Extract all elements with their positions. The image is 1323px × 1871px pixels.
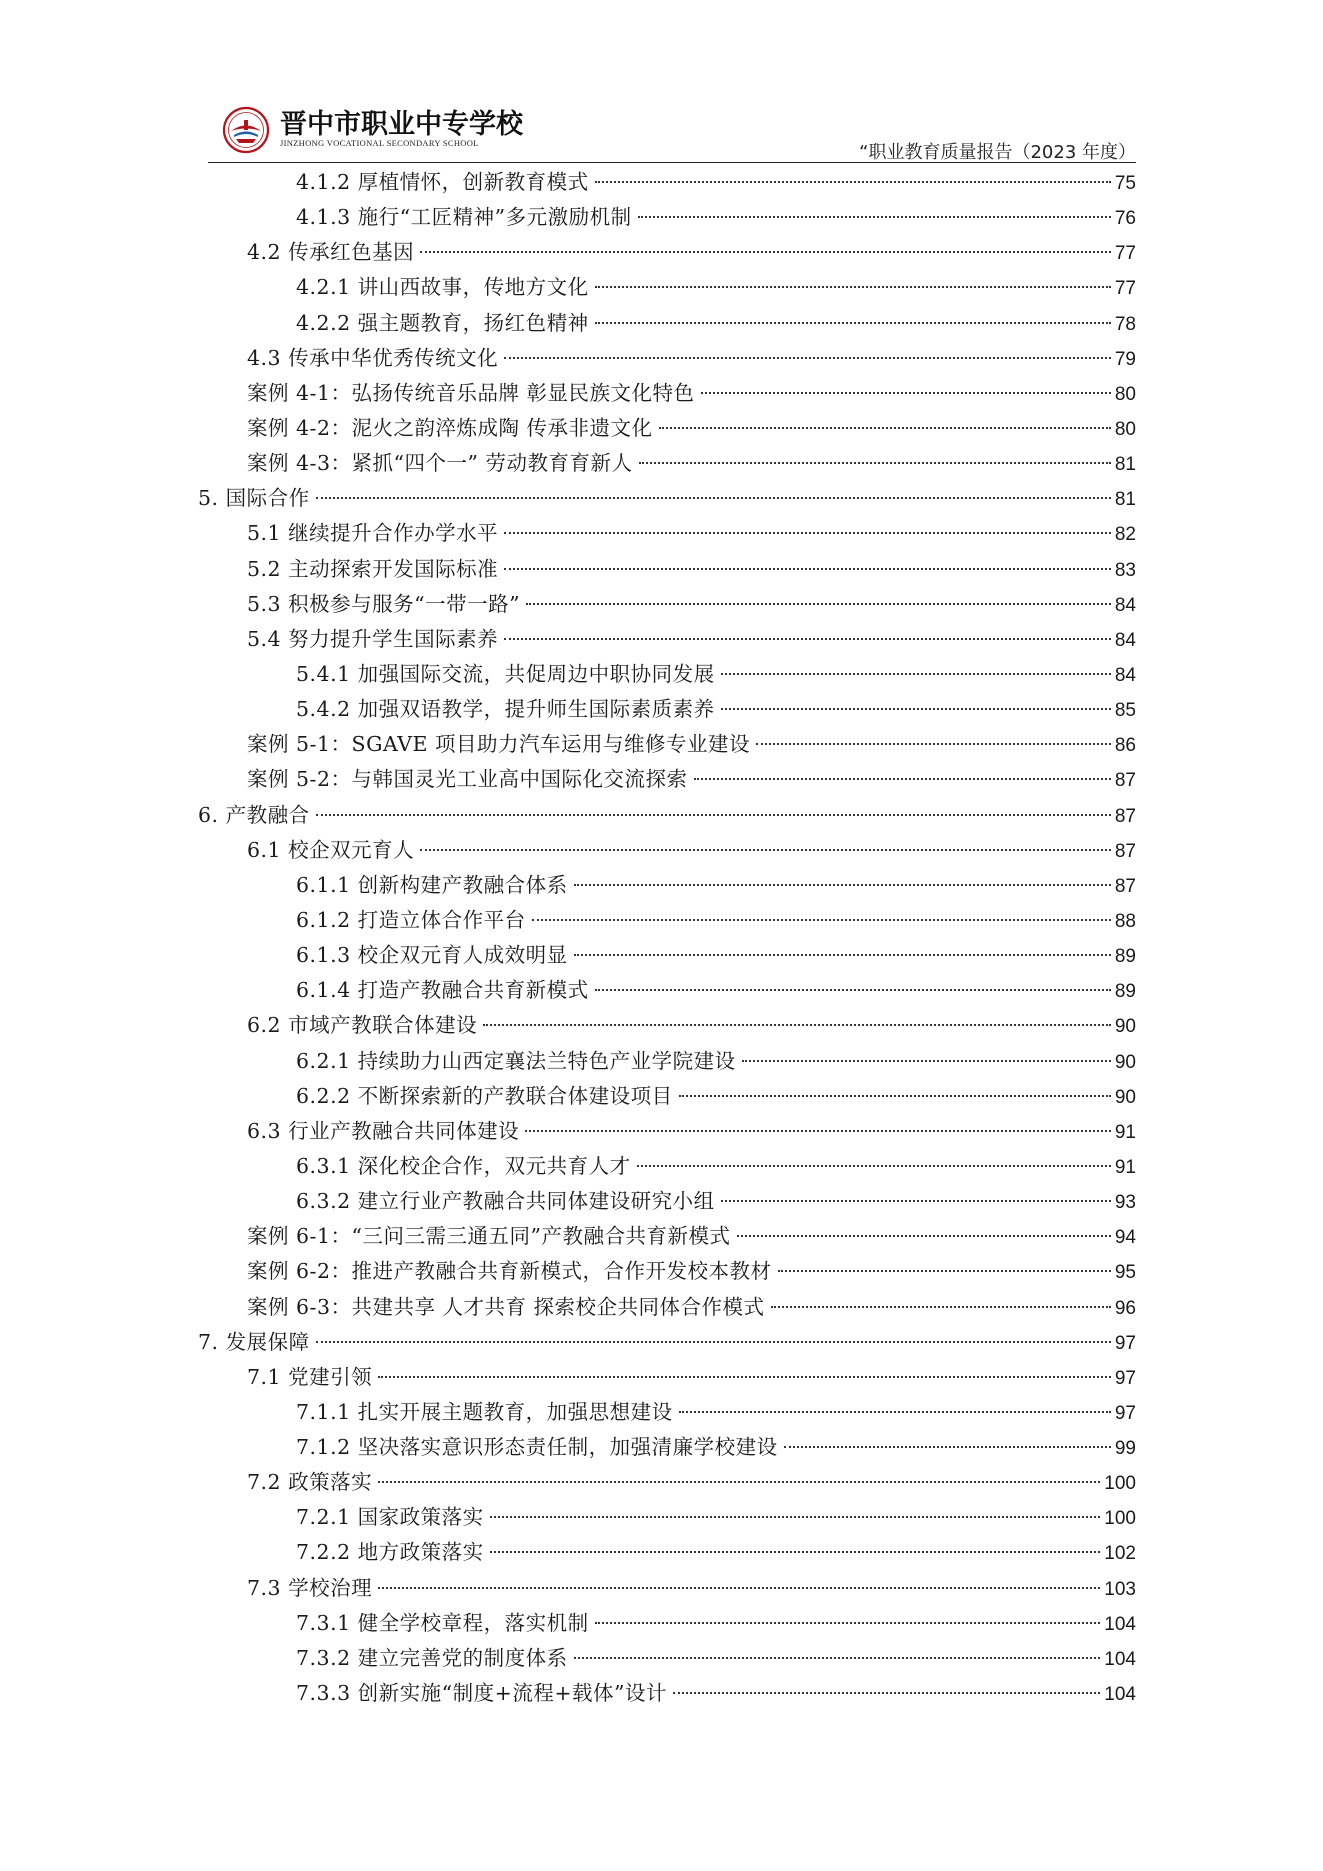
toc-entry-page-number: 89 xyxy=(1114,981,1136,1003)
toc-entry-title: 6.3 行业产教融合共同体建设 xyxy=(247,1118,520,1143)
toc-entry-title: 4.1.2 厚植情怀，创新教育模式 xyxy=(296,170,589,194)
dot-leader xyxy=(483,1024,1111,1026)
school-name-en: JINZHONG VOCATIONAL SECONDARY SCHOOL xyxy=(280,138,479,148)
toc-entry-title: 7.1.1 扎实开展主题教育，加强思想建设 xyxy=(296,1399,673,1424)
dot-leader xyxy=(679,1095,1111,1097)
toc-entry[interactable] xyxy=(198,692,1136,727)
toc-entry-title: 7.2.2 地方政策落实 xyxy=(296,1540,484,1565)
dot-leader xyxy=(595,989,1111,991)
toc-entry[interactable] xyxy=(198,868,1136,903)
toc-entry[interactable] xyxy=(198,622,1136,657)
toc-entry[interactable] xyxy=(198,1500,1136,1535)
toc-entry[interactable] xyxy=(198,1641,1136,1676)
dot-leader xyxy=(595,181,1111,183)
dot-leader xyxy=(504,568,1111,570)
dot-leader xyxy=(639,462,1111,464)
toc-entry-page-number: 87 xyxy=(1114,805,1136,827)
dot-leader xyxy=(778,1270,1111,1272)
toc-entry[interactable] xyxy=(198,1008,1136,1043)
toc-entry-title: 案例 4-1：弘扬传统音乐品牌 彰显民族文化特色 xyxy=(247,380,695,405)
dot-leader xyxy=(721,1200,1111,1202)
toc-entry[interactable] xyxy=(198,341,1136,376)
toc-entry[interactable] xyxy=(198,938,1136,973)
dot-leader xyxy=(378,1481,1100,1483)
toc-entry-title: 案例 4-3：紧抓“四个一” 劳动教育育新人 xyxy=(247,451,633,476)
school-emblem-icon xyxy=(222,106,270,154)
toc-entry-page-number: 88 xyxy=(1114,910,1136,932)
toc-entry-title: 7.3.2 建立完善党的制度体系 xyxy=(296,1645,568,1670)
toc-entry-title: 6.1.2 打造立体合作平台 xyxy=(296,907,526,932)
toc-entry[interactable] xyxy=(198,1360,1136,1395)
toc-entry-title: 5.1 继续提升合作办学水平 xyxy=(247,521,499,546)
toc-entry-page-number: 77 xyxy=(1114,243,1136,265)
dot-leader xyxy=(378,1587,1100,1589)
dot-leader xyxy=(756,743,1111,745)
toc-entry-page-number: 97 xyxy=(1114,1367,1136,1389)
dot-leader xyxy=(679,1411,1111,1413)
toc-entry-title: 案例 6-3：共建共享 人才共育 探索校企共同体合作模式 xyxy=(247,1294,765,1319)
toc-entry[interactable] xyxy=(198,552,1136,587)
toc-entry[interactable] xyxy=(198,1114,1136,1149)
toc-entry-page-number: 75 xyxy=(1114,173,1136,194)
dot-leader xyxy=(316,497,1111,499)
dot-leader xyxy=(532,919,1111,921)
dot-leader xyxy=(420,251,1111,253)
toc-entry[interactable] xyxy=(198,1079,1136,1114)
toc-entry[interactable] xyxy=(198,446,1136,481)
toc-entry-title: 4.2.2 强主题教育，扬红色精神 xyxy=(296,310,589,335)
toc-entry-title: 6.1.3 校企双元育人成效明显 xyxy=(296,943,568,968)
toc-entry[interactable] xyxy=(198,306,1136,341)
toc-entry-page-number: 91 xyxy=(1114,1156,1136,1178)
toc-entry-page-number: 80 xyxy=(1114,383,1136,405)
toc-entry-page-number: 104 xyxy=(1104,1648,1136,1670)
toc-entry-page-number: 91 xyxy=(1114,1121,1136,1143)
toc-entry-title: 5.4.2 加强双语教学，提升师生国际素质素养 xyxy=(296,697,715,722)
page-header xyxy=(208,92,1136,168)
dot-leader xyxy=(638,216,1111,218)
toc-entry-page-number: 85 xyxy=(1114,700,1136,722)
dot-leader xyxy=(637,1165,1111,1167)
toc-entry-page-number: 102 xyxy=(1104,1543,1136,1565)
toc-entry[interactable] xyxy=(198,798,1136,833)
toc-entry-page-number: 89 xyxy=(1114,946,1136,968)
toc-entry[interactable] xyxy=(198,1149,1136,1184)
dot-leader xyxy=(784,1446,1111,1448)
toc-entry[interactable] xyxy=(198,762,1136,797)
toc-entry-page-number: 100 xyxy=(1104,1508,1136,1530)
toc-entry-title: 6. 产教融合 xyxy=(198,802,310,827)
toc-entry-page-number: 81 xyxy=(1114,454,1136,476)
toc-entry-page-number: 76 xyxy=(1114,208,1136,230)
toc-entry-page-number: 104 xyxy=(1104,1613,1136,1635)
toc-entry-title: 7.2.1 国家政策落实 xyxy=(296,1505,484,1530)
toc-entry[interactable] xyxy=(198,1535,1136,1570)
header-divider xyxy=(208,162,1136,163)
dot-leader xyxy=(316,1341,1111,1343)
toc-entry[interactable] xyxy=(198,1219,1136,1254)
dot-leader xyxy=(673,1692,1100,1694)
toc-entry-page-number: 103 xyxy=(1104,1578,1136,1600)
toc-entry-page-number: 95 xyxy=(1114,1262,1136,1284)
toc-entry-title: 6.3.2 建立行业产教融合共同体建设研究小组 xyxy=(296,1189,715,1214)
toc-entry-title: 6.1.1 创新构建产教融合体系 xyxy=(296,872,568,897)
toc-entry-page-number: 82 xyxy=(1114,524,1136,546)
dot-leader xyxy=(490,1551,1101,1553)
toc-entry-title: 5.4.1 加强国际交流，共促周边中职协同发展 xyxy=(296,661,715,686)
toc-entry-title: 6.2.2 不断探索新的产教联合体建设项目 xyxy=(296,1083,673,1108)
dot-leader xyxy=(694,778,1111,780)
toc-entry-page-number: 78 xyxy=(1114,313,1136,335)
toc-entry-title: 7. 发展保障 xyxy=(198,1329,310,1354)
toc-entry-page-number: 87 xyxy=(1114,875,1136,897)
toc-entry[interactable] xyxy=(198,1571,1136,1606)
toc-entry-page-number: 96 xyxy=(1114,1297,1136,1319)
toc-entry-title: 6.2.1 持续助力山西定襄法兰特色产业学院建设 xyxy=(296,1048,736,1073)
table-of-contents xyxy=(198,165,1136,1711)
school-name-cn: 晋中市职业中专学校 xyxy=(280,109,523,140)
toc-entry[interactable] xyxy=(198,1395,1136,1430)
dot-leader xyxy=(771,1306,1111,1308)
dot-leader xyxy=(737,1235,1111,1237)
dot-leader xyxy=(526,603,1111,605)
toc-entry-page-number: 84 xyxy=(1114,664,1136,686)
toc-entry-title: 4.2 传承红色基因 xyxy=(247,240,415,265)
toc-entry-title: 5.3 积极参与服务“一带一路” xyxy=(247,591,521,616)
dot-leader xyxy=(504,532,1111,534)
toc-entry-page-number: 97 xyxy=(1114,1332,1136,1354)
toc-entry-title: 5. 国际合作 xyxy=(198,486,310,511)
toc-entry-title: 案例 5-2：与韩国灵光工业高中国际化交流探索 xyxy=(247,767,688,792)
dot-leader xyxy=(595,322,1111,324)
dot-leader xyxy=(574,884,1111,886)
toc-entry[interactable] xyxy=(198,1184,1136,1219)
toc-entry[interactable] xyxy=(198,516,1136,551)
toc-entry[interactable] xyxy=(198,1290,1136,1325)
dot-leader xyxy=(659,427,1111,429)
toc-entry-page-number: 81 xyxy=(1114,489,1136,511)
toc-entry[interactable] xyxy=(198,1044,1136,1079)
toc-entry-title: 7.1.2 坚决落实意识形态责任制，加强清廉学校建设 xyxy=(296,1435,778,1460)
report-title: “职业教育质量报告（2023 年度） xyxy=(859,142,1136,163)
toc-entry-page-number: 83 xyxy=(1114,559,1136,581)
toc-entry-title: 7.1 党建引领 xyxy=(247,1364,373,1389)
toc-entry-page-number: 100 xyxy=(1104,1473,1136,1495)
toc-entry-page-number: 80 xyxy=(1114,418,1136,440)
toc-entry-page-number: 90 xyxy=(1114,1016,1136,1038)
toc-entry[interactable] xyxy=(198,1606,1136,1641)
toc-entry-title: 案例 5-1：SGAVE 项目助力汽车运用与维修专业建设 xyxy=(247,732,751,757)
toc-entry-page-number: 104 xyxy=(1104,1684,1136,1706)
toc-entry-title: 7.3.3 创新实施“制度+流程+载体”设计 xyxy=(296,1681,667,1706)
toc-entry-page-number: 93 xyxy=(1114,1192,1136,1214)
toc-entry[interactable] xyxy=(198,727,1136,762)
dot-leader xyxy=(595,1622,1101,1624)
toc-entry[interactable] xyxy=(198,1430,1136,1465)
dot-leader xyxy=(504,638,1111,640)
toc-entry-page-number: 97 xyxy=(1114,1402,1136,1424)
school-logo xyxy=(222,100,522,160)
toc-entry-title: 案例 6-1：“三问三需三通五同”产教融合共育新模式 xyxy=(247,1224,731,1249)
dot-leader xyxy=(701,392,1111,394)
toc-entry-title: 6.1 校企双元育人 xyxy=(247,837,415,862)
toc-entry[interactable] xyxy=(198,270,1136,305)
toc-entry[interactable] xyxy=(198,833,1136,868)
toc-entry-title: 案例 6-2：推进产教融合共育新模式，合作开发校本教材 xyxy=(247,1259,772,1284)
dot-leader xyxy=(490,1516,1101,1518)
dot-leader xyxy=(378,1376,1111,1378)
dot-leader xyxy=(525,1130,1111,1132)
toc-entry[interactable] xyxy=(198,973,1136,1008)
toc-entry-page-number: 90 xyxy=(1114,1051,1136,1073)
dot-leader xyxy=(721,708,1111,710)
toc-entry-page-number: 79 xyxy=(1114,348,1136,370)
toc-entry-title: 案例 4-2：泥火之韵淬炼成陶 传承非遗文化 xyxy=(247,415,653,440)
toc-entry-title: 7.2 政策落实 xyxy=(247,1470,373,1495)
toc-entry[interactable] xyxy=(198,376,1136,411)
toc-entry-page-number: 84 xyxy=(1114,594,1136,616)
toc-entry-title: 7.3.1 健全学校章程，落实机制 xyxy=(296,1610,589,1635)
toc-entry-page-number: 87 xyxy=(1114,840,1136,862)
dot-leader xyxy=(504,357,1111,359)
toc-entry-page-number: 77 xyxy=(1114,278,1136,300)
toc-entry-page-number: 94 xyxy=(1114,1227,1136,1249)
dot-leader xyxy=(595,286,1111,288)
dot-leader xyxy=(316,814,1111,816)
toc-entry-title: 4.3 传承中华优秀传统文化 xyxy=(247,345,499,370)
toc-entry-title: 4.1.3 施行“工匠精神”多元激励机制 xyxy=(296,205,632,230)
toc-entry[interactable] xyxy=(198,1465,1136,1500)
toc-entry-page-number: 90 xyxy=(1114,1086,1136,1108)
dot-leader xyxy=(574,954,1111,956)
toc-entry-page-number: 84 xyxy=(1114,629,1136,651)
toc-entry[interactable] xyxy=(198,657,1136,692)
toc-entry[interactable] xyxy=(198,411,1136,446)
toc-entry[interactable] xyxy=(198,200,1136,235)
toc-entry-title: 6.1.4 打造产教融合共育新模式 xyxy=(296,978,589,1003)
dot-leader xyxy=(420,849,1111,851)
toc-entry-page-number: 86 xyxy=(1114,735,1136,757)
toc-entry[interactable] xyxy=(198,165,1136,200)
toc-entry[interactable] xyxy=(198,1254,1136,1289)
dot-leader xyxy=(721,673,1111,675)
toc-entry[interactable] xyxy=(198,235,1136,270)
toc-entry-title: 6.3.1 深化校企合作，双元共育人才 xyxy=(296,1153,631,1178)
toc-entry[interactable] xyxy=(198,903,1136,938)
toc-entry[interactable] xyxy=(198,587,1136,622)
toc-entry[interactable] xyxy=(198,1325,1136,1360)
toc-entry-title: 4.2.1 讲山西故事，传地方文化 xyxy=(296,275,589,300)
toc-entry-page-number: 87 xyxy=(1114,770,1136,792)
toc-entry-title: 6.2 市域产教联合体建设 xyxy=(247,1013,478,1038)
dot-leader xyxy=(742,1060,1111,1062)
toc-entry-title: 5.4 努力提升学生国际素养 xyxy=(247,626,499,651)
dot-leader xyxy=(574,1657,1101,1659)
toc-entry-title: 5.2 主动探索开发国际标准 xyxy=(247,556,499,581)
toc-entry[interactable] xyxy=(198,1676,1136,1711)
toc-entry[interactable] xyxy=(198,481,1136,516)
toc-entry-page-number: 99 xyxy=(1114,1438,1136,1460)
toc-entry-title: 7.3 学校治理 xyxy=(247,1575,373,1600)
